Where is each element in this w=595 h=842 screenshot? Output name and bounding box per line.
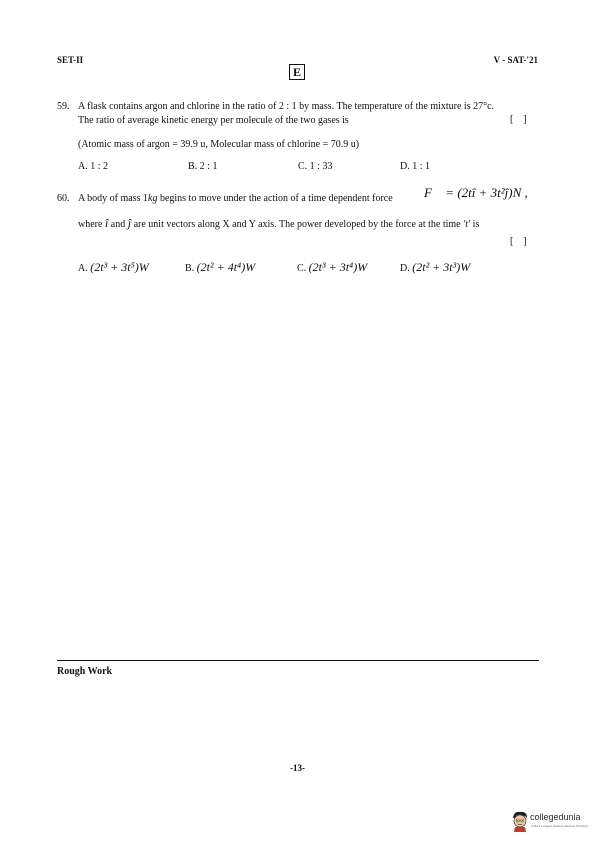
text: where (78, 219, 105, 230)
text: begins to move under the action of a time dependent force (157, 193, 393, 204)
question-text-line1: A flask contains argon and chlorine in the ratio of 2 : 1 by mass. The temperature of the mixture is 27°c. (78, 101, 495, 112)
option-label: A. (78, 263, 88, 274)
option-a: A. 1 : 2 (78, 161, 108, 172)
answer-bracket: [ ] (510, 114, 527, 125)
set-label: SET-II (57, 55, 84, 65)
collegedunia-logo (510, 808, 590, 836)
option-expression: (2t³ + 3t⁵)W (90, 260, 149, 274)
rough-work-label: Rough Work (57, 666, 113, 677)
time-symbol: 't' (463, 219, 471, 230)
exam-code: V - SAT-'21 (493, 55, 538, 65)
option-expression: (2t² + 3t³)W (412, 260, 471, 274)
option-d (400, 260, 470, 275)
logo-tagline: India's Largest Student Review Platform (531, 824, 589, 828)
text: and (108, 219, 128, 230)
option-expression: (2t² + 4t⁴)W (196, 260, 256, 274)
mascot-icon (510, 810, 530, 832)
logo-text: collegedunia (530, 812, 581, 822)
text: is (470, 219, 480, 230)
question-text-line2: The ratio of average kinetic energy per molecule of the two gases is (78, 115, 349, 126)
option-a (78, 260, 149, 275)
text: A body of mass 1 (78, 193, 148, 204)
option-c (297, 260, 367, 275)
j-hat: ĵ (127, 216, 132, 230)
i-hat: î (104, 216, 109, 230)
answer-bracket: [ ] (510, 236, 527, 247)
option-c: C. 1 : 33 (298, 161, 333, 172)
option-expression: (2t³ + 3t⁴)W (308, 260, 368, 274)
option-b (185, 260, 255, 275)
option-label: C. (297, 263, 307, 274)
option-label: D. (400, 263, 410, 274)
option-d: D. 1 : 1 (400, 161, 430, 172)
question-data: (Atomic mass of argon = 39.9 u, Molecular mass of chlorine = 70.9 u) (78, 139, 360, 150)
question-text-line2 (78, 217, 479, 231)
unit: kg (148, 193, 158, 204)
question-number: 60. (57, 193, 70, 204)
option-label: B. (185, 263, 195, 274)
force-expression: F⃗ = (2tî + 3t²ĵ)N , (424, 185, 528, 200)
option-b: B. 2 : 1 (188, 161, 218, 172)
question-text-line1 (78, 192, 393, 205)
divider (57, 660, 539, 661)
booklet-code-box: E (289, 64, 305, 80)
question-number: 59. (57, 101, 70, 112)
text: are unit vectors along X and Y axis. The power developed by the force at the time (131, 219, 464, 230)
page-number: -13- (290, 763, 305, 773)
